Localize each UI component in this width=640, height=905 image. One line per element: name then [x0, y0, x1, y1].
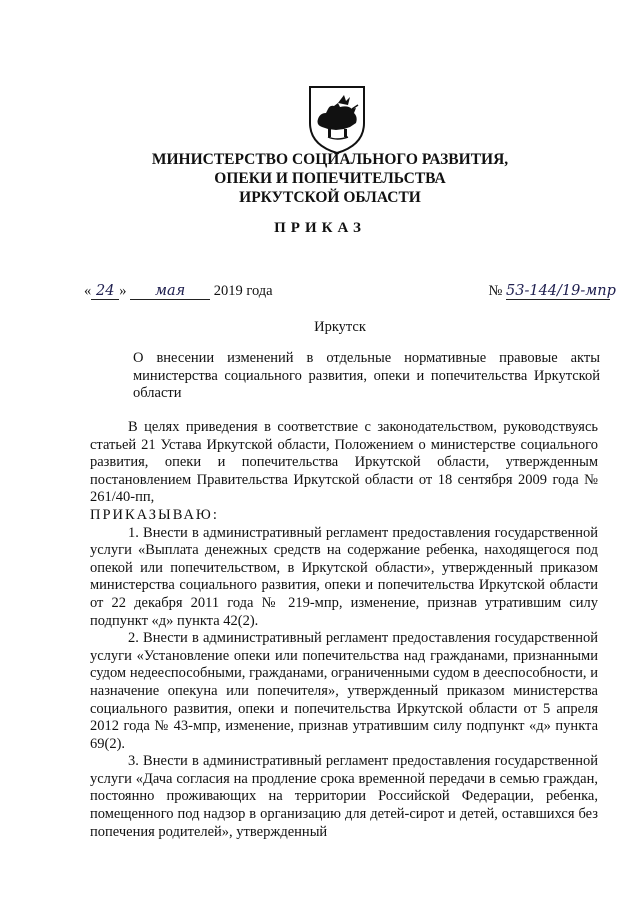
item-2-paragraph: 2. Внести в административный регламент предоставления государственной услуги «Установление опеки или попечительства над гражданами, признанными судом недееспособными, гражданами, ограниченными судом в дееспособности, и назначение опекуна или попечителя», утвержденный приказом министерства социального развития, опеки и попечительства Иркутской области от 5 апреля 2012 года № 43-мпр, изменение, признав утратившим силу подпункт «д» пункта 69(2). — [90, 630, 598, 752]
ministry-name — [90, 150, 570, 207]
order-title: ПРИКАЗ — [274, 220, 366, 236]
order-date — [84, 283, 273, 300]
ministry-line-3: ИРКУТСКОЙ ОБЛАСТИ — [239, 189, 421, 206]
date-close-quote: » — [119, 283, 127, 299]
order-body — [90, 419, 598, 841]
order-subject: О внесении изменений в отдельные нормативные правовые акты министерства социального развития, опеки и попечительства Иркутской области — [133, 350, 600, 401]
coat-of-arms-irkutsk-icon — [304, 83, 370, 155]
number-prefix: № — [488, 283, 503, 299]
date-month: мая — [130, 284, 210, 300]
number-value: 53-144/19-мпр — [506, 283, 616, 299]
date-year: 2019 года — [213, 283, 273, 299]
order-number — [488, 283, 616, 300]
ministry-line-2: ОПЕКИ И ПОПЕЧИТЕЛЬСТВА — [214, 170, 446, 187]
preamble-paragraph: В целях приведения в соответствие с законодательством, руководствуясь статьей 21 Устава Иркутской области, Положением о министерстве социального развития, опеки и попечительства Иркутской области, утвержденным постановлением Правительства Иркутской области от 18 сентября 2009 года № 261/40-пп, — [90, 419, 598, 506]
item-3-paragraph: 3. Внести в административный регламент предоставления государственной услуги «Дача согласия на продление срока временной передачи в семью граждан, постоянно проживающих на территории Российской Федерации, ребенка, помещенного под надзор в организацию для детей-сирот и детей, оставшихся без попечения родителей», утвержденный — [90, 753, 598, 840]
item-1-paragraph: 1. Внести в административный регламент предоставления государственной услуги «Выплата денежных средств на содержание ребенка, находящегося под опекой или попечительством, в Иркутской области», утвержденный приказом министерства социального развития, опеки и попечительства Иркутской области от 22 декабря 2011 года № 219-мпр, изменение, признав утратившим силу подпункт «д» пункта 42(2). — [90, 524, 598, 629]
date-open-quote: « — [84, 283, 92, 299]
city-name: Иркутск — [314, 319, 366, 335]
order-word: ПРИКАЗЫВАЮ: — [90, 506, 219, 523]
date-day: 24 — [91, 284, 119, 300]
ministry-line-1: МИНИСТЕРСТВО СОЦИАЛЬНОГО РАЗВИТИЯ, — [151, 151, 509, 168]
